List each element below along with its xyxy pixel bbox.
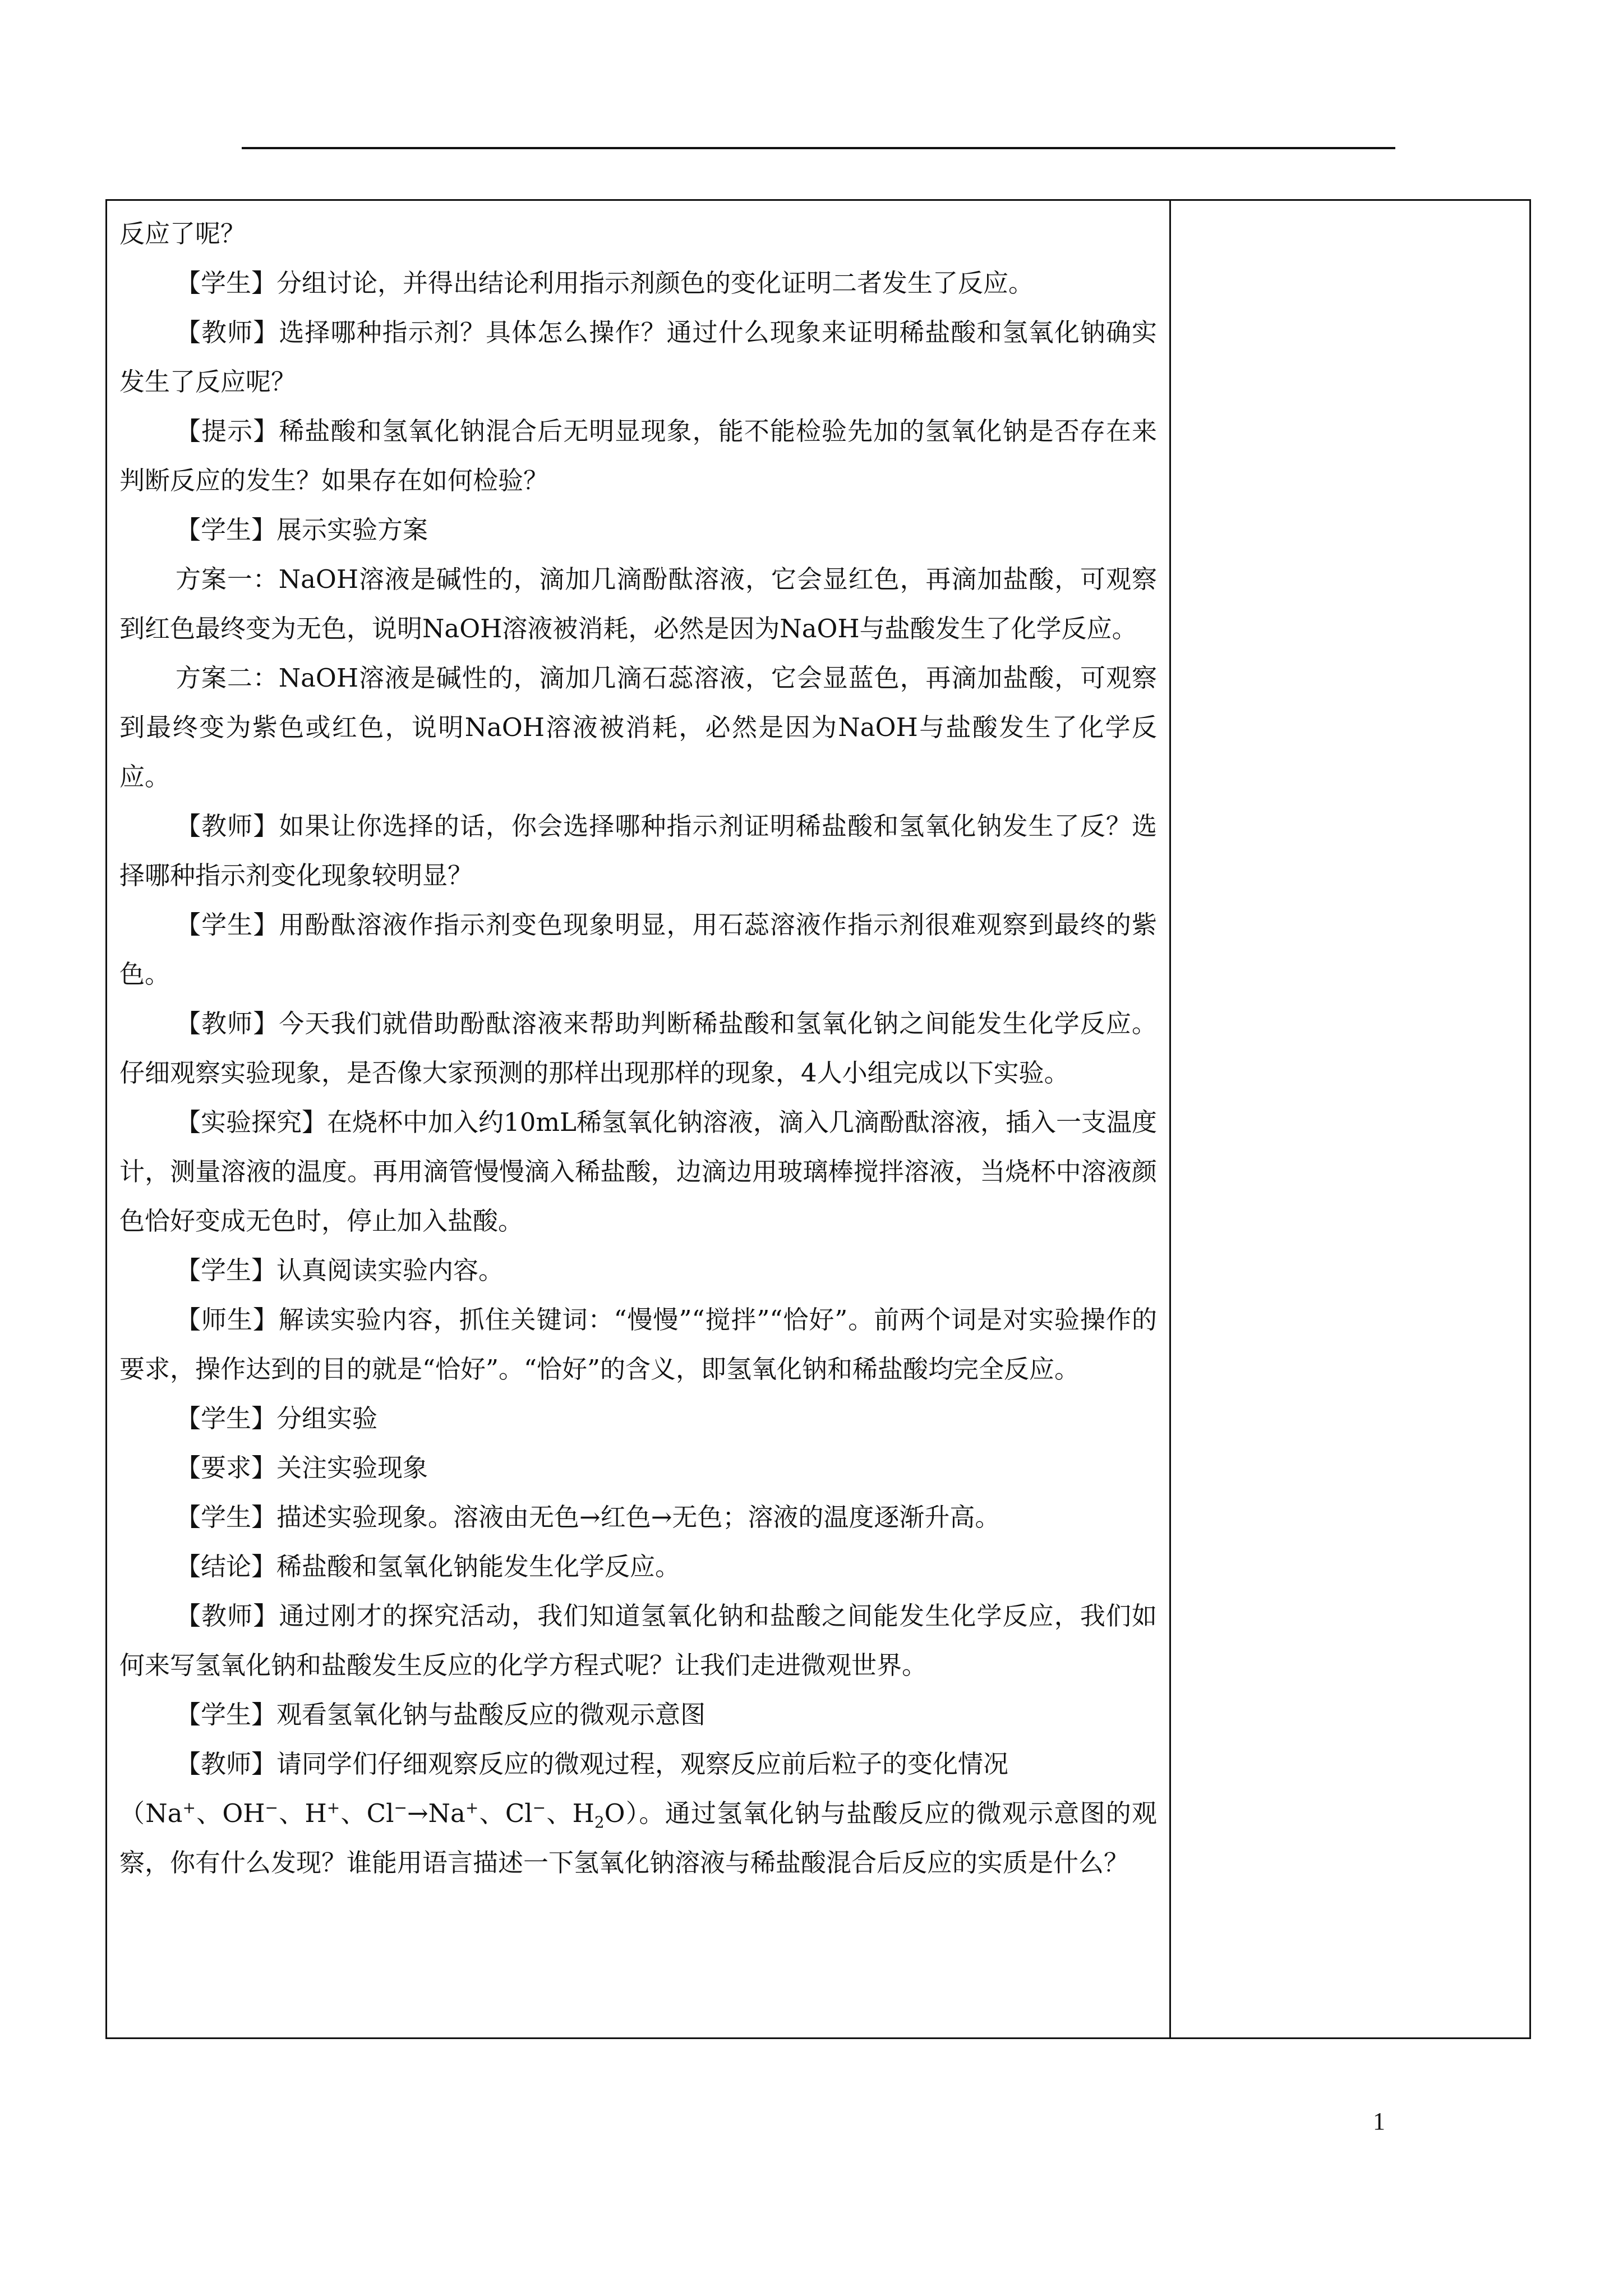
paragraph-text: 通过刚才的探究活动，我们知道氢氧化钠和盐酸之间能发生化学反应，我们如何来写氢氧化钠和盐酸发生反应的化学方程式呢？让我们走进微观世界。 bbox=[119, 1601, 1157, 1680]
paragraph-text: 关注实验现象 bbox=[276, 1453, 428, 1483]
speaker-label: 【教师】 bbox=[176, 1601, 279, 1631]
lesson-paragraph bbox=[119, 999, 1157, 1098]
speaker-label: 【学生】 bbox=[176, 515, 277, 545]
paragraph-text: 选择哪种指示剂？具体怎么操作？通过什么现象来证明稀盐酸和氢氧化钠确实发生了反应呢？ bbox=[119, 318, 1157, 397]
lesson-paragraph bbox=[119, 1394, 1157, 1443]
speaker-label: 【要求】 bbox=[176, 1453, 277, 1483]
paragraph-text: 在烧杯中加入约10mL稀氢氧化钠溶液，滴入几滴酚酞溶液，插入一支温度计，测量溶液的温度。再用滴管慢慢滴入稀盐酸，边滴边用玻璃棒搅拌溶液，当烧杯中溶液颜色恰好变成无色时，停止加入盐酸。 bbox=[119, 1107, 1157, 1236]
paragraph-text: 展示实验方案 bbox=[276, 515, 428, 545]
speaker-label: 【学生】 bbox=[176, 1502, 277, 1532]
lesson-paragraph bbox=[119, 1493, 1157, 1542]
speaker-label: 【提示】 bbox=[176, 416, 279, 446]
paragraph-text: 反应了呢？ bbox=[119, 219, 246, 249]
speaker-label: 【学生】 bbox=[176, 910, 279, 940]
page-number: 1 bbox=[1373, 2108, 1385, 2135]
paragraph-text: 认真阅读实验内容。 bbox=[276, 1255, 504, 1285]
speaker-label: 【学生】 bbox=[176, 1700, 277, 1729]
lesson-paragraph bbox=[119, 407, 1157, 505]
paragraph-text: 分组实验 bbox=[276, 1404, 378, 1433]
speaker-label: 【教师】 bbox=[176, 811, 279, 841]
lesson-paragraph bbox=[119, 900, 1157, 999]
lesson-paragraph bbox=[119, 1591, 1157, 1690]
paragraph-text: 如果让你选择的话，你会选择哪种指示剂证明稀盐酸和氢氧化钠发生了反？选择哪种指示剂变化现象较明显？ bbox=[119, 811, 1157, 890]
lesson-paragraph bbox=[119, 654, 1157, 802]
lesson-paragraph bbox=[119, 1098, 1157, 1246]
paragraph-text: 今天我们就借助酚酞溶液来帮助判断稀盐酸和氢氧化钠之间能发生化学反应。仔细观察实验现象，是否像大家预测的那样出现那样的现象，4人小组完成以下实验。 bbox=[119, 1009, 1157, 1088]
speaker-label: 【结论】 bbox=[176, 1552, 277, 1581]
speaker-label: 【学生】 bbox=[176, 268, 277, 298]
speaker-label: 【学生】 bbox=[176, 1255, 277, 1285]
lesson-paragraph bbox=[119, 308, 1157, 407]
header-rule bbox=[242, 147, 1395, 149]
lesson-table bbox=[105, 199, 1531, 2039]
lesson-paragraph bbox=[119, 1295, 1157, 1394]
lesson-paragraph bbox=[119, 259, 1157, 308]
paragraph-text: 分组讨论，并得出结论利用指示剂颜色的变化证明二者发生了反应。 bbox=[276, 268, 1034, 298]
lesson-paragraph bbox=[119, 209, 1157, 259]
lesson-paragraph bbox=[119, 1246, 1157, 1295]
lesson-paragraph bbox=[119, 1740, 1157, 1789]
paragraph-text: 解读实验内容，抓住关键词：“慢慢”“搅拌”“恰好”。前两个词是对实验操作的要求，操作达到的目的就是“恰好”。“恰好”的含义，即氢氧化钠和稀盐酸均完全反应。 bbox=[119, 1305, 1157, 1384]
lesson-paragraph bbox=[119, 1542, 1157, 1591]
speaker-label: 【学生】 bbox=[176, 1404, 277, 1433]
speaker-label: 【教师】 bbox=[176, 318, 279, 347]
paragraph-text: 稀盐酸和氢氧化钠能发生化学反应。 bbox=[276, 1552, 681, 1581]
paragraph-text: 用酚酞溶液作指示剂变色现象明显，用石蕊溶液作指示剂很难观察到最终的紫色。 bbox=[119, 910, 1157, 989]
speaker-label: 【教师】 bbox=[176, 1009, 279, 1038]
paragraph-text: 稀盐酸和氢氧化钠混合后无明显现象，能不能检验先加的氢氧化钠是否存在来判断反应的发生？如果存在如何检验？ bbox=[119, 416, 1157, 495]
paragraph-text: 描述实验现象。溶液由无色→红色→无色；溶液的温度逐渐升高。 bbox=[276, 1502, 1000, 1532]
lesson-paragraph bbox=[119, 505, 1157, 555]
speaker-label: 【教师】 bbox=[176, 1749, 277, 1779]
paragraph-text: 方案一：NaOH溶液是碱性的，滴加几滴酚酞溶液，它会显红色，再滴加盐酸，可观察到红色最终变为无色，说明NaOH溶液被消耗，必然是因为NaOH与盐酸发生了化学反应。 bbox=[119, 564, 1157, 643]
lesson-content-column bbox=[107, 201, 1171, 2037]
speaker-label: 【实验探究】 bbox=[176, 1107, 328, 1137]
paragraph-text: 观看氢氧化钠与盐酸反应的微观示意图 bbox=[276, 1700, 706, 1729]
ions-paragraph: （Na+、OH−、H+、Cl−→Na+、Cl−、$H_2O$）。通过氢氧化钠与盐酸反应的微观示意图的观察，你有什么发现？谁能用语言描述一下氢氧化钠溶液与稀盐酸混合后反应的实质是什么？ bbox=[119, 1798, 1157, 1878]
lesson-paragraph bbox=[119, 555, 1157, 654]
speaker-label: 【师生】 bbox=[176, 1305, 279, 1335]
lesson-paragraph bbox=[119, 1690, 1157, 1740]
notes-column bbox=[1171, 201, 1529, 2037]
lesson-paragraph bbox=[119, 1443, 1157, 1493]
paragraph-text: 请同学们仔细观察反应的微观过程，观察反应前后粒子的变化情况 bbox=[276, 1749, 1009, 1779]
paragraph-list bbox=[119, 209, 1157, 1789]
paragraph-text: 方案二：NaOH溶液是碱性的，滴加几滴石蕊溶液，它会显蓝色，再滴加盐酸，可观察到最终变为紫色或红色，说明NaOH溶液被消耗，必然是因为NaOH与盐酸发生了化学反应。 bbox=[119, 663, 1157, 792]
lesson-paragraph bbox=[119, 802, 1157, 900]
